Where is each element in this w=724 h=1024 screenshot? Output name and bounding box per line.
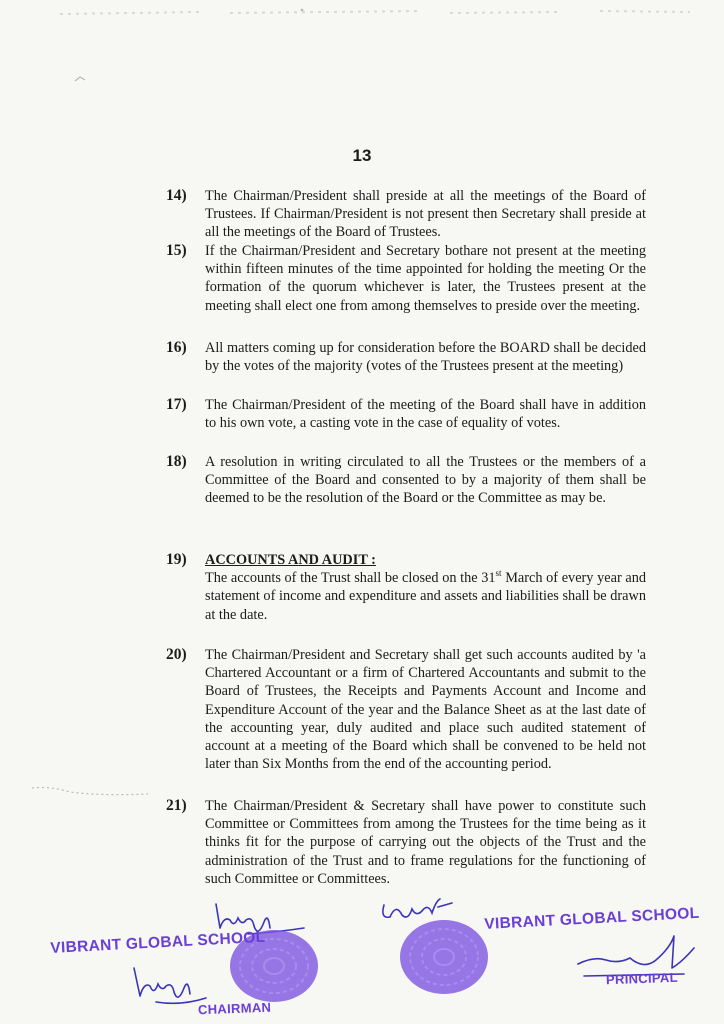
scan-mark bbox=[74, 70, 86, 88]
clause-number: 18) bbox=[166, 453, 187, 470]
school-stamp-right: VIBRANT GLOBAL SCHOOL bbox=[484, 904, 700, 933]
page-number: 13 bbox=[352, 146, 372, 165]
clause-21 bbox=[166, 797, 646, 888]
clause-text: The accounts of the Trust shall be closed on the 31st March of every year and statement of income and expenditure and assets and liabilities shall be drawn at the date. bbox=[205, 568, 646, 623]
clause-20 bbox=[166, 646, 646, 773]
clause-text: The Chairman/President shall preside at all the meetings of the Board of Trustees. If Chairman/President is not present then Secretary shall preside at all the meetings of the Board of Trustees. bbox=[205, 188, 646, 241]
clause-text: A resolution in writing circulated to all the Trustees or the members of a Committee of the Board and consented to by a majority of them shall be deemed to be the resolution of the Board or the Committee as may be. bbox=[205, 454, 646, 507]
clause-number: 14) bbox=[166, 187, 187, 204]
clause-16 bbox=[166, 339, 646, 375]
clause-number: 15) bbox=[166, 242, 187, 259]
school-stamp-left: VIBRANT GLOBAL SCHOOL bbox=[50, 928, 266, 957]
clause-19 bbox=[166, 551, 646, 624]
section-heading: ACCOUNTS AND AUDIT : bbox=[205, 552, 376, 568]
thumbprint-right bbox=[398, 918, 490, 1001]
scan-noise-top bbox=[0, 0, 724, 28]
clause-number: 16) bbox=[166, 339, 187, 356]
clause-14 bbox=[166, 187, 646, 242]
scan-streak bbox=[30, 784, 150, 805]
clause-number: 17) bbox=[166, 396, 187, 413]
clause-text: If the Chairman/President and Secretary bothare not present at the meeting within fifteen minutes of the time appointed for holding the meeting Or the formation of the quorum whichever is later, the Trustees present at the meeting shall elect one from among themselves to preside over the meeting. bbox=[205, 243, 646, 314]
clause-text: The Chairman/President of the meeting of the Board shall have in addition to his own vote, a casting vote in the case of equality of votes. bbox=[205, 397, 646, 432]
principal-stamp: PRINCIPAL bbox=[605, 969, 679, 988]
chairman-stamp: CHAIRMAN bbox=[197, 999, 272, 1018]
clause-17 bbox=[166, 396, 646, 432]
clause-15 bbox=[166, 242, 646, 315]
clause-text: All matters coming up for consideration before the BOARD shall be decided by the votes of the majority (votes of the Trustees present at the meeting) bbox=[205, 340, 646, 375]
clause-number: 19) bbox=[166, 551, 187, 568]
clause-number: 20) bbox=[166, 646, 187, 663]
clause-text: The Chairman/President & Secretary shall have power to constitute such Committee or Committees from among the Trustees for the time being as it thinks fit for the purpose of carrying out the objects of the Trust and the administration of the Trust and to frame regulations for the functioning of such Committee or Committees. bbox=[205, 798, 646, 887]
clause-18 bbox=[166, 453, 646, 508]
clause-number: 21) bbox=[166, 797, 187, 814]
clause-text: The Chairman/President and Secretary shall get such accounts audited by 'a Chartered Accountant or a firm of Chartered Accountants and submit to the Board of Trustees, the Receipts and Payments Account and Income and Expenditure Account of the year and the Balance Sheet as at the last date of the accounting year, duly audited and place such audited statement of account at a meeting of the Board which shall be convened to be held not later than Six Months from the end of the accounting period. bbox=[205, 647, 646, 773]
